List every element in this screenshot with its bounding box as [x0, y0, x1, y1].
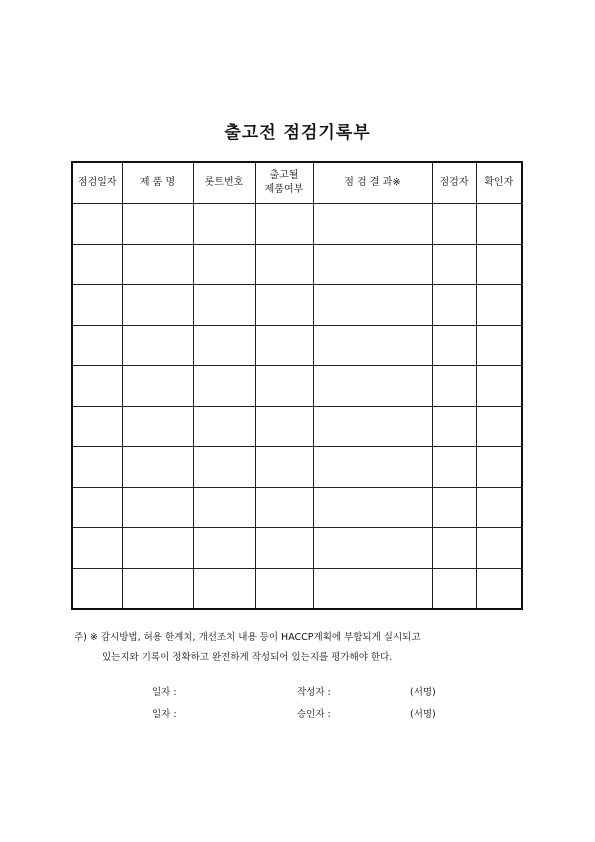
table-cell[interactable] — [255, 487, 313, 528]
header-inspector: 점검자 — [432, 162, 476, 204]
header-confirmer: 확인자 — [476, 162, 522, 204]
header-shipping-status — [255, 162, 313, 204]
table-cell[interactable] — [432, 447, 476, 488]
table-cell[interactable] — [72, 487, 122, 528]
table-cell[interactable] — [122, 487, 193, 528]
table-cell[interactable] — [122, 325, 193, 366]
table-cell[interactable] — [122, 285, 193, 326]
approver-label: 승인자 : — [297, 709, 331, 720]
table-cell[interactable] — [193, 406, 255, 447]
table-cell[interactable] — [313, 325, 432, 366]
table-cell[interactable] — [476, 568, 522, 609]
table-cell[interactable] — [432, 406, 476, 447]
table-cell[interactable] — [193, 568, 255, 609]
table-cell[interactable] — [476, 406, 522, 447]
table-row — [72, 244, 522, 285]
table-cell[interactable] — [72, 285, 122, 326]
table-cell[interactable] — [72, 366, 122, 407]
header-lot-number: 롯트번호 — [193, 162, 255, 204]
table-cell[interactable] — [255, 447, 313, 488]
author-label: 작성자 : — [297, 687, 331, 698]
table-cell[interactable] — [476, 528, 522, 569]
table-cell[interactable] — [313, 285, 432, 326]
table-cell[interactable] — [313, 204, 432, 245]
table-row — [72, 568, 522, 609]
table-cell[interactable] — [432, 487, 476, 528]
table-row — [72, 406, 522, 447]
table-cell[interactable] — [313, 487, 432, 528]
table-cell[interactable] — [432, 528, 476, 569]
table-cell[interactable] — [122, 244, 193, 285]
header-shipping-line2: 제품여부 — [264, 184, 304, 195]
table-cell[interactable] — [72, 528, 122, 569]
table-cell[interactable] — [193, 487, 255, 528]
table-cell[interactable] — [313, 366, 432, 407]
date-label-2: 일자 : — [152, 709, 177, 720]
table-cell[interactable] — [432, 366, 476, 407]
table-cell[interactable] — [432, 244, 476, 285]
table-cell[interactable] — [193, 285, 255, 326]
table-header-row — [72, 162, 522, 204]
table-row — [72, 447, 522, 488]
table-row — [72, 325, 522, 366]
table-cell[interactable] — [476, 447, 522, 488]
table-row — [72, 285, 522, 326]
table-cell[interactable] — [313, 244, 432, 285]
table-cell[interactable] — [476, 285, 522, 326]
table-cell[interactable] — [476, 325, 522, 366]
inspection-record-table — [71, 161, 523, 610]
date-label-1: 일자 : — [152, 687, 177, 698]
table-cell[interactable] — [432, 568, 476, 609]
table-cell[interactable] — [313, 447, 432, 488]
table-cell[interactable] — [122, 366, 193, 407]
table-cell[interactable] — [193, 325, 255, 366]
table-cell[interactable] — [72, 325, 122, 366]
page-title: 출고전 점검기록부 — [224, 123, 371, 143]
table-cell[interactable] — [255, 568, 313, 609]
table-cell[interactable] — [193, 244, 255, 285]
table-cell[interactable] — [72, 406, 122, 447]
footnote-line1: 주) ※ 감시방법, 허용 한계치, 개선조치 내용 등이 HACCP계획에 부합되게 실시되고 — [74, 632, 421, 643]
table-cell[interactable] — [255, 325, 313, 366]
header-product-name: 제 품 명 — [122, 162, 193, 204]
table-cell[interactable] — [193, 447, 255, 488]
table-cell[interactable] — [72, 568, 122, 609]
table-cell[interactable] — [122, 568, 193, 609]
table-cell[interactable] — [255, 406, 313, 447]
table-cell[interactable] — [255, 528, 313, 569]
header-inspection-date: 점검일자 — [72, 162, 122, 204]
table-cell[interactable] — [476, 487, 522, 528]
table-cell[interactable] — [255, 244, 313, 285]
table-cell[interactable] — [432, 285, 476, 326]
table-cell[interactable] — [72, 244, 122, 285]
table-cell[interactable] — [72, 447, 122, 488]
table-cell[interactable] — [122, 447, 193, 488]
table-cell[interactable] — [122, 406, 193, 447]
table-cell[interactable] — [432, 204, 476, 245]
table-cell[interactable] — [255, 366, 313, 407]
table-cell[interactable] — [432, 325, 476, 366]
table-row — [72, 204, 522, 245]
table-cell[interactable] — [476, 366, 522, 407]
table-row — [72, 528, 522, 569]
table-cell[interactable] — [122, 528, 193, 569]
table-cell[interactable] — [122, 204, 193, 245]
header-shipping-line1: 출고될 — [269, 170, 299, 181]
table-cell[interactable] — [193, 366, 255, 407]
table-cell[interactable] — [476, 204, 522, 245]
approver-sign-label: (서명) — [410, 709, 436, 720]
table-cell[interactable] — [255, 204, 313, 245]
author-sign-label: (서명) — [410, 687, 436, 698]
table-row — [72, 487, 522, 528]
table-cell[interactable] — [193, 204, 255, 245]
table-cell[interactable] — [72, 204, 122, 245]
header-inspection-result: 점 검 결 과※ — [313, 162, 432, 204]
footnote — [74, 628, 534, 668]
table-cell[interactable] — [313, 528, 432, 569]
table-cell[interactable] — [255, 285, 313, 326]
table-cell[interactable] — [476, 244, 522, 285]
table-cell[interactable] — [313, 568, 432, 609]
table-row — [72, 366, 522, 407]
table-cell[interactable] — [193, 528, 255, 569]
table-cell[interactable] — [313, 406, 432, 447]
footnote-line2: 있는지와 기록이 정확하고 완전하게 작성되어 있는지를 평가해야 한다. — [102, 652, 393, 663]
